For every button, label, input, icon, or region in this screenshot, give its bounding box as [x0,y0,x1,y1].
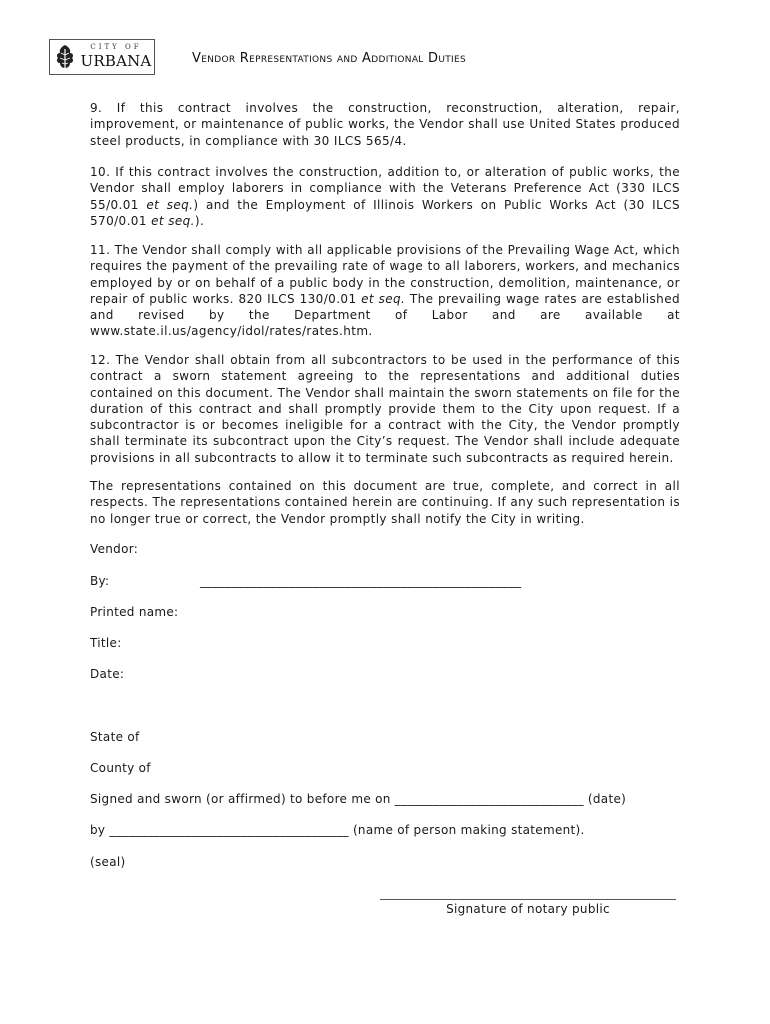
state-of-label: State of [90,730,140,744]
county-of-label: County of [90,761,151,775]
paragraph-11-et-seq: et seq. [361,291,406,306]
page-title: Vendor Representations and Additional Duties [192,51,466,66]
vendor-label: Vendor: [90,542,139,556]
paragraph-10-et-seq-2: et seq. [151,213,195,228]
notary-signature-caption: Signature of notary public [446,902,610,916]
paragraph-10-text-e: ). [194,213,205,228]
signed-sworn-line[interactable]: Signed and sworn (or affirmed) to before me on ______________________________ (date) [90,792,627,806]
paragraph-10-text-a: 10. If this contract involves the construction, addition to, or alteration of public works, the Vendor shall employ laborers in compliance with the Veterans Preference Act (330 ILCS 55/0.01 [90,165,680,212]
by-signature-line[interactable]: ___________________________________________________ [200,574,522,588]
by-person-line[interactable]: by ______________________________________ (name of person making statement). [90,823,585,837]
date-label: Date: [90,667,125,681]
by-label: By: [90,574,110,588]
paragraph-11 [90,242,680,340]
oak-leaf-icon [54,43,76,71]
notary-signature-line[interactable] [380,899,676,900]
closing-paragraph: The representations contained on this document are true, complete, and correct in all respects. The representations contained herein are continuing. If any such representation is no longer true or correct, the Vendor promptly shall notify the City in writing. [90,479,680,526]
paragraph-12: 12. The Vendor shall obtain from all subcontractors to be used in the performance of this contract a sworn statement agreeing to the representations and additional duties contained on this document. The Vendor shall maintain the sworn statements on file for the duration of this contract and shall promptly provide them to the City upon request. If a subcontractor is or becomes ineligible for a contract with the City, the Vendor promptly shall terminate its subcontract upon the City’s request. The Vendor shall include adequate provisions in all subcontracts to allow it to terminate such subcontracts as required herein. [90,353,680,465]
logo-urbana: URBANA [80,52,152,70]
paragraph-10-text-c: ) and the Employment of Illinois Workers on Public Works Act (30 ILCS 570/0.01 [90,197,680,228]
paragraph-11-text-a: 11. The Vendor shall comply with all applicable provisions of the Prevailing Wage Act, which requires the payment of the prevailing rate of wage to all laborers, workers, and mechanics employed by or on behalf of a public body in the construction, demolition, maintenance, or repair of public works. 820 ILCS 130/0.01 [90,243,680,306]
city-of-urbana-logo [49,39,155,75]
printed-name-label: Printed name: [90,605,179,619]
paragraph-10-et-seq-1: et seq. [146,197,194,212]
seal-label: (seal) [90,855,126,869]
paragraph-9: 9. If this contract involves the construction, reconstruction, alteration, repair, improvement, or maintenance of public works, the Vendor shall use United States produced steel products, in compliance with 30 ILCS 565/4. [90,101,680,148]
title-label: Title: [90,636,122,650]
logo-city-of: CITY OF [90,43,142,51]
paragraph-10 [90,164,680,229]
paragraph-11-text-c: The prevailing wage rates are established and revised by the Department of Labor and are available at www.state.il.us/agency/idol/rates/rates.htm. [90,291,680,339]
